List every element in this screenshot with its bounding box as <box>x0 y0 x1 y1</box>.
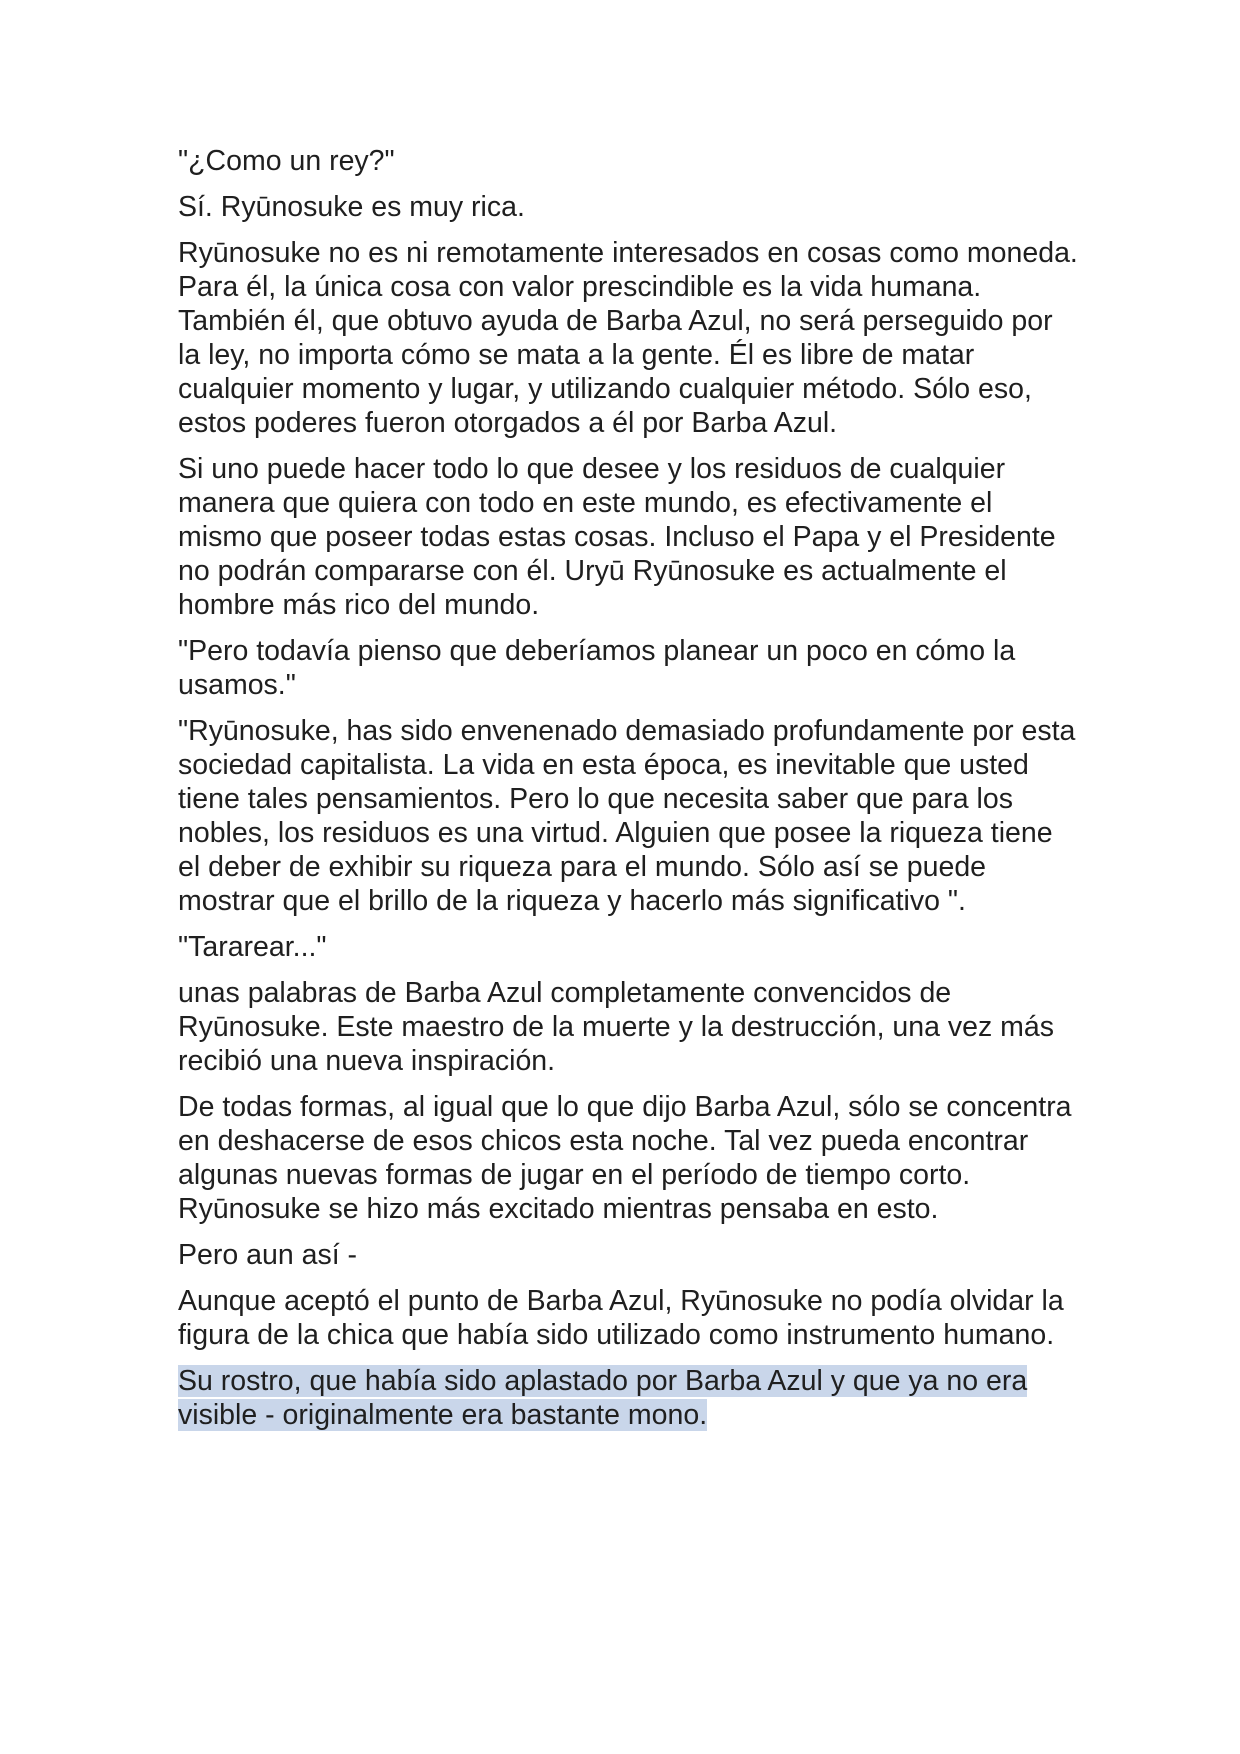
paragraph-8: unas palabras de Barba Azul completamente convencidos de Ryūnosuke. Este maestro de la muerte y la destrucción, una vez más recibió una nueva inspiración. <box>178 977 1054 1077</box>
paragraph-7: "Tararear..." <box>178 931 327 963</box>
paragraph-4: Si uno puede hacer todo lo que desee y los residuos de cualquier manera que quiera con todo en este mundo, es efectivamente el mismo que poseer todas estas cosas. Incluso el Papa y el Presidente no podrán compararse con él. Uryū Ryūnosuke es actualmente el hombre más rico del mundo. <box>178 453 1056 621</box>
paragraph-6: "Ryūnosuke, has sido envenenado demasiado profundamente por esta sociedad capitalista. La vida en esta época, es inevitable que usted tiene tales pensamientos. Pero lo que necesita saber que para los nobles, los residuos es una virtud. Alguien que posee la riqueza tiene el deber de exhibir su riqueza para el mundo. Sólo así se puede mostrar que el brillo de la riqueza y hacerlo más significativo ". <box>178 715 1076 917</box>
paragraph-10: Pero aun así - <box>178 1239 358 1271</box>
selected-text-highlight[interactable]: Su rostro, que había sido aplastado por Barba Azul y que ya no era visible - originalmente era bastante mono. <box>178 1365 1028 1431</box>
paragraph-1: "¿Como un rey?" <box>178 145 395 177</box>
paragraph-12-highlighted[interactable] <box>178 1364 1078 1432</box>
paragraph-5: "Pero todavía pienso que deberíamos planear un poco en cómo la usamos." <box>178 635 1016 701</box>
paragraph-9: De todas formas, al igual que lo que dijo Barba Azul, sólo se concentra en deshacerse de esos chicos esta noche. Tal vez pueda encontrar algunas nuevas formas de jugar en el período de tiempo corto. Ryūnosuke se hizo más excitado mientras pensaba en esto. <box>178 1091 1072 1225</box>
paragraph-11: Aunque aceptó el punto de Barba Azul, Ryūnosuke no podía olvidar la figura de la chica que había sido utilizado como instrumento humano. <box>178 1285 1064 1351</box>
paragraph-3: Ryūnosuke no es ni remotamente interesados en cosas como moneda. Para él, la única cosa con valor prescindible es la vida humana. También él, que obtuvo ayuda de Barba Azul, no será perseguido por la ley, no importa cómo se mata a la gente. Él es libre de matar cualquier momento y lugar, y utilizando cualquier método. Sólo eso, estos poderes fueron otorgados a él por Barba Azul. <box>178 237 1078 439</box>
paragraph-2: Sí. Ryūnosuke es muy rica. <box>178 191 525 223</box>
document-body <box>178 144 1078 1444</box>
